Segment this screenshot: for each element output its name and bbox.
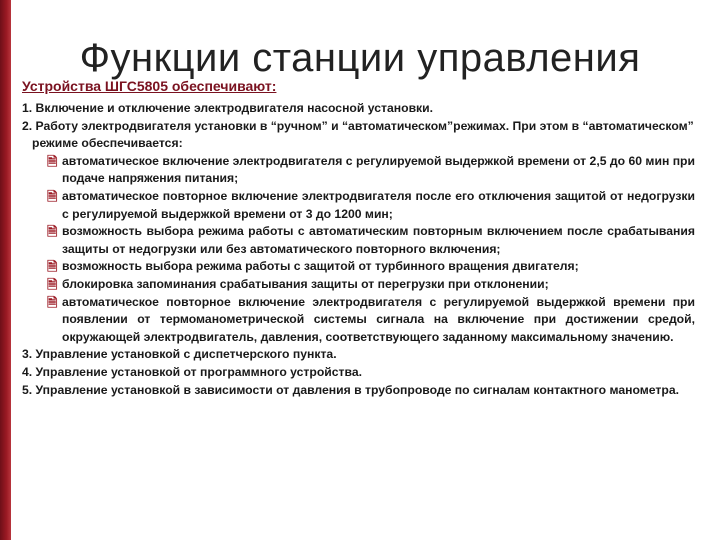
sub-list-item-1 xyxy=(22,153,695,188)
document-icon: 🗎 xyxy=(47,188,58,204)
document-icon: 🗎 xyxy=(47,294,58,310)
list-item-5: 5. Управление установкой в зависимости от давления в трубопроводе по сигналам контактного манометра. xyxy=(22,382,679,397)
list-item-1: 1. Включение и отключение электродвигателя насосной установки. xyxy=(22,101,434,115)
slide-title: Функции станции управления xyxy=(79,36,641,80)
document-icon: 🗎 xyxy=(47,276,58,292)
sub-list-item-4 xyxy=(22,258,695,276)
sub-list-item-6 xyxy=(22,294,695,347)
sub-list-item-2 xyxy=(22,188,695,223)
slide-content xyxy=(22,100,695,399)
slide-subtitle: Устройства ШГС5805 обеспечивают: xyxy=(22,78,277,94)
sub-list-item-text: автоматическое повторное включение электродвигателя с регулируемой выдержкой времени при появлении от термоманометрической системы сигнала на включение при достижении средой, окружающей электродвигатель, давления, соответствующего заданному максимальному значению. xyxy=(62,294,695,344)
sub-list-item-text: возможность выбора режима работы с защитой от турбинного вращения двигателя; xyxy=(62,259,579,274)
document-icon: 🗎 xyxy=(47,259,58,275)
document-icon: 🗎 xyxy=(47,224,58,240)
sub-list-item-5 xyxy=(22,276,695,294)
sub-list-item-text: автоматическое повторное включение электродвигателя после его отключения защитой от недогрузки с регулируемой выдержкой времени от 3 до 1200 мин; xyxy=(62,188,695,221)
sub-list-item-3 xyxy=(22,223,695,258)
sub-list-item-text: блокировка запоминания срабатывания защиты от перегрузки при отклонении; xyxy=(62,276,549,291)
left-accent-bar xyxy=(0,0,11,540)
list-item-3: 3. Управление установкой с диспетчерского пункта. xyxy=(22,347,337,362)
document-icon: 🗎 xyxy=(47,153,58,169)
sub-list xyxy=(22,153,695,347)
sub-list-item-text: возможность выбора режима работы с автоматическим повторным включением после срабатывания защиты от недогрузки или без автоматического повторного включения; xyxy=(62,224,695,256)
list-item-2-text: 2. Работу электродвигателя установки в “ручном” и “автоматическом”режимах. При этом в “автоматическом” режиме обеспечивается: xyxy=(22,118,694,151)
sub-list-item-text: автоматическое включение электродвигателя с регулируемой выдержкой времени от 2,5 до 60 мин при подаче напряжения питания; xyxy=(62,153,695,186)
list-item-2 xyxy=(22,118,695,153)
list-item-4: 4. Управление установкой от программного устройства. xyxy=(22,364,362,379)
